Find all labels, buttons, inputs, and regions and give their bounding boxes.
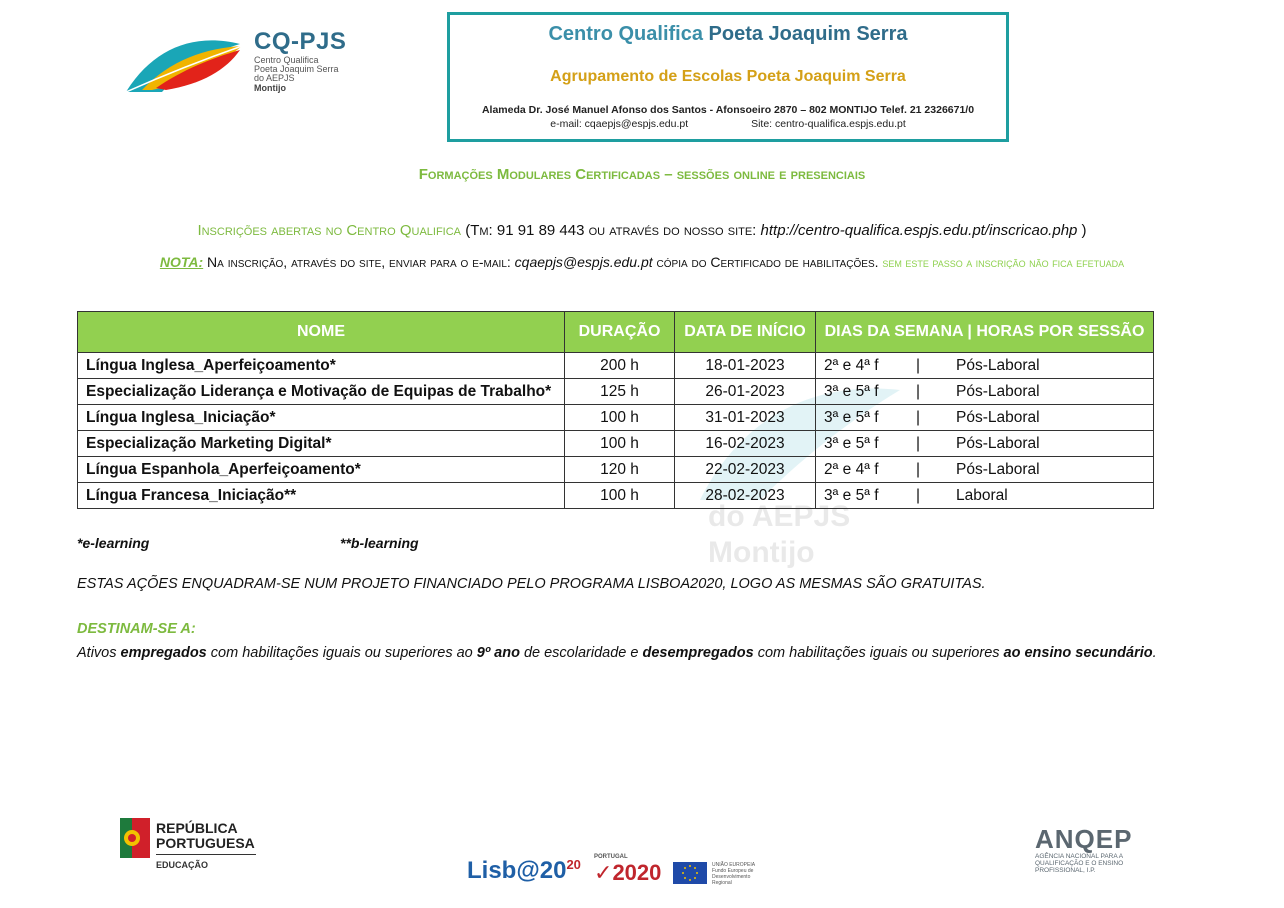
inscricoes-line xyxy=(0,222,1284,239)
watermark-line1: do AEPJS xyxy=(708,500,851,533)
inscricoes-label: Inscrições abertas no Centro Qualifica xyxy=(197,222,462,239)
course-start: 16-02-2023 xyxy=(675,431,816,457)
infobox-title-b: Poeta Joaquim Serra xyxy=(708,23,908,45)
destinam-b1: empregados xyxy=(120,645,207,661)
infobox-email[interactable]: e-mail: cqaepjs@espjs.edu.pt xyxy=(550,118,689,130)
destinam-text xyxy=(77,642,1207,665)
course-start: 22-02-2023 xyxy=(675,457,816,483)
nota-text1: Na inscrição, através do site, enviar para o e-mail: xyxy=(203,254,515,270)
course-name: Língua Francesa_Iniciação** xyxy=(78,483,565,509)
table-row xyxy=(78,405,1154,431)
nota-text2: cópia do Certificado de habilitações. xyxy=(652,254,883,270)
inscricoes-paren-close: ) xyxy=(1077,222,1087,239)
infobox-subtitle: Agrupamento de Escolas Poeta Joaquim Serra xyxy=(550,68,906,85)
days-value: 3ª e 5ª f xyxy=(824,486,879,504)
table-row xyxy=(78,379,1154,405)
pt2020-small: PORTUGAL xyxy=(594,854,628,860)
destinam-b4: ao ensino secundário xyxy=(1003,645,1153,661)
destinam-p5: . xyxy=(1152,645,1157,661)
schedule-value: Pós-Laboral xyxy=(956,460,1040,478)
republica-line1: REPÚBLICA xyxy=(156,820,238,836)
days-separator: | xyxy=(916,408,921,426)
course-duration: 120 h xyxy=(565,457,675,483)
inscricoes-phone: Tm: 91 91 89 443 xyxy=(470,222,585,239)
pt2020-check-icon: ✓ xyxy=(594,860,613,885)
financing-text: ESTAS AÇÕES ENQUADRAM-SE NUM PROJETO FINANCIADO PELO PROGRAMA LISBOA2020, LOGO AS MESMAS SÃO GRATUITAS. xyxy=(77,576,986,592)
nota-email-link[interactable]: cqaepjs@espjs.edu.pt xyxy=(514,254,653,270)
logo-line1: Centro Qualifica xyxy=(254,55,319,65)
infobox-address: Alameda Dr. José Manuel Afonso dos Santos - Afonsoeiro 2870 – 802 MONTIJO Telef. 21 2326671/0 xyxy=(481,104,975,116)
republica-line2: PORTUGUESA xyxy=(156,835,255,851)
days-value: 3ª e 5ª f xyxy=(824,382,879,400)
cq-pjs-leaf-icon xyxy=(122,30,252,96)
eu-flag-icon xyxy=(673,862,707,884)
lisboa-sup: 20 xyxy=(566,857,581,872)
course-duration: 200 h xyxy=(565,353,675,379)
infobox-title xyxy=(450,23,1006,46)
course-days xyxy=(816,379,1154,405)
nota-warning: sem este passo a inscrição não fica efetuada xyxy=(882,256,1125,270)
course-start: 18-01-2023 xyxy=(675,353,816,379)
days-separator: | xyxy=(916,460,921,478)
destinam-b2: 9º ano xyxy=(476,645,520,661)
infobox-title-a: Centro Qualifica xyxy=(548,23,703,45)
nota-line xyxy=(0,254,1284,270)
days-value: 2ª e 4ª f xyxy=(824,356,879,374)
logo-acronym: CQ-PJS xyxy=(254,28,347,55)
course-duration: 100 h xyxy=(565,483,675,509)
course-name: Especialização Liderança e Motivação de Equipas de Trabalho* xyxy=(78,379,565,405)
watermark-line2: Montijo xyxy=(708,536,815,569)
table-header-row xyxy=(78,312,1154,353)
destinam-b3: desempregados xyxy=(642,645,754,661)
days-separator: | xyxy=(916,382,921,400)
contact-info-box xyxy=(447,12,1009,142)
course-days xyxy=(816,483,1154,509)
col-header-days: DIAS DA SEMANA | HORAS POR SESSÃO xyxy=(816,312,1154,353)
legend-elearning: *e-learning xyxy=(77,535,150,551)
infobox-site[interactable]: Site: centro-qualifica.espjs.edu.pt xyxy=(751,118,906,130)
schedule-value: Pós-Laboral xyxy=(956,356,1040,374)
course-days xyxy=(816,431,1154,457)
logo-line3: do AEPJS xyxy=(254,73,295,83)
cq-pjs-logo-text xyxy=(254,28,346,93)
course-start: 26-01-2023 xyxy=(675,379,816,405)
destinam-p1: Ativos xyxy=(77,645,121,661)
logo-line4: Montijo xyxy=(254,83,286,93)
days-value: 3ª e 5ª f xyxy=(824,408,879,426)
republica-portuguesa-logo xyxy=(120,818,270,878)
cq-pjs-logo xyxy=(122,26,362,106)
table-row xyxy=(78,431,1154,457)
days-separator: | xyxy=(916,356,921,374)
course-duration: 100 h xyxy=(565,405,675,431)
col-header-start: DATA DE INÍCIO xyxy=(675,312,816,353)
destinam-p2: com habilitações iguais ou superiores ao xyxy=(206,645,477,661)
col-header-duration: DURAÇÃO xyxy=(565,312,675,353)
schedule-value: Pós-Laboral xyxy=(956,434,1040,452)
course-start: 31-01-2023 xyxy=(675,405,816,431)
eu-text: UNIÃO EUROPEIA Fundo Europeu de Desenvolvimento Regional xyxy=(712,862,755,886)
days-value: 2ª e 4ª f xyxy=(824,460,879,478)
anqep-logo xyxy=(1035,824,1155,884)
page-title: Formações Modulares Certificadas – sessões online e presenciais xyxy=(418,166,866,183)
anqep-subtext: AGÊNCIA NACIONAL PARA A QUALIFICAÇÃO E O ENSINO PROFISSIONAL, I.P. xyxy=(1035,853,1124,874)
destinam-p4: com habilitações iguais ou superiores xyxy=(753,645,1004,661)
table-row xyxy=(78,483,1154,509)
logo-line2: Poeta Joaquim Serra xyxy=(254,64,339,74)
republica-text xyxy=(156,821,255,851)
destinam-label: DESTINAM-SE A: xyxy=(77,621,196,637)
educacao-text: EDUCAÇÃO xyxy=(156,860,209,870)
nota-label: NOTA: xyxy=(159,254,204,270)
portugal2020-logo xyxy=(594,854,662,886)
course-days xyxy=(816,353,1154,379)
lisboa2020-logo xyxy=(467,857,581,885)
days-separator: | xyxy=(916,434,921,452)
course-name: Língua Inglesa_Aperfeiçoamento* xyxy=(78,353,565,379)
republica-divider xyxy=(156,854,256,855)
table-row xyxy=(78,353,1154,379)
course-days xyxy=(816,405,1154,431)
destinam-p3: de escolaridade e xyxy=(519,645,643,661)
courses-table xyxy=(77,311,1154,509)
portugal-shield-icon xyxy=(120,818,150,858)
days-separator: | xyxy=(916,486,921,504)
col-header-name: NOME xyxy=(78,312,565,353)
anqep-text: ANQEP xyxy=(1035,824,1133,854)
lisboa-text: Lisb@20 xyxy=(467,857,567,884)
course-name: Língua Espanhola_Aperfeiçoamento* xyxy=(78,457,565,483)
inscricoes-paren-open: ( xyxy=(461,222,471,239)
inscricoes-middle: ou através do nosso site: xyxy=(584,222,761,239)
pt2020-text: 2020 xyxy=(612,860,662,885)
course-duration: 100 h xyxy=(565,431,675,457)
schedule-value: Pós-Laboral xyxy=(956,408,1040,426)
inscricoes-url-link[interactable]: http://centro-qualifica.espjs.edu.pt/inscricao.php xyxy=(760,222,1078,239)
days-value: 3ª e 5ª f xyxy=(824,434,879,452)
legend-blearning: **b-learning xyxy=(340,535,419,551)
schedule-value: Laboral xyxy=(956,486,1008,504)
course-start: 28-02-2023 xyxy=(675,483,816,509)
schedule-value: Pós-Laboral xyxy=(956,382,1040,400)
course-name: Língua Inglesa_Iniciação* xyxy=(78,405,565,431)
infobox-contacts xyxy=(450,118,1006,130)
course-days xyxy=(816,457,1154,483)
table-row xyxy=(78,457,1154,483)
course-name: Especialização Marketing Digital* xyxy=(78,431,565,457)
course-duration: 125 h xyxy=(565,379,675,405)
